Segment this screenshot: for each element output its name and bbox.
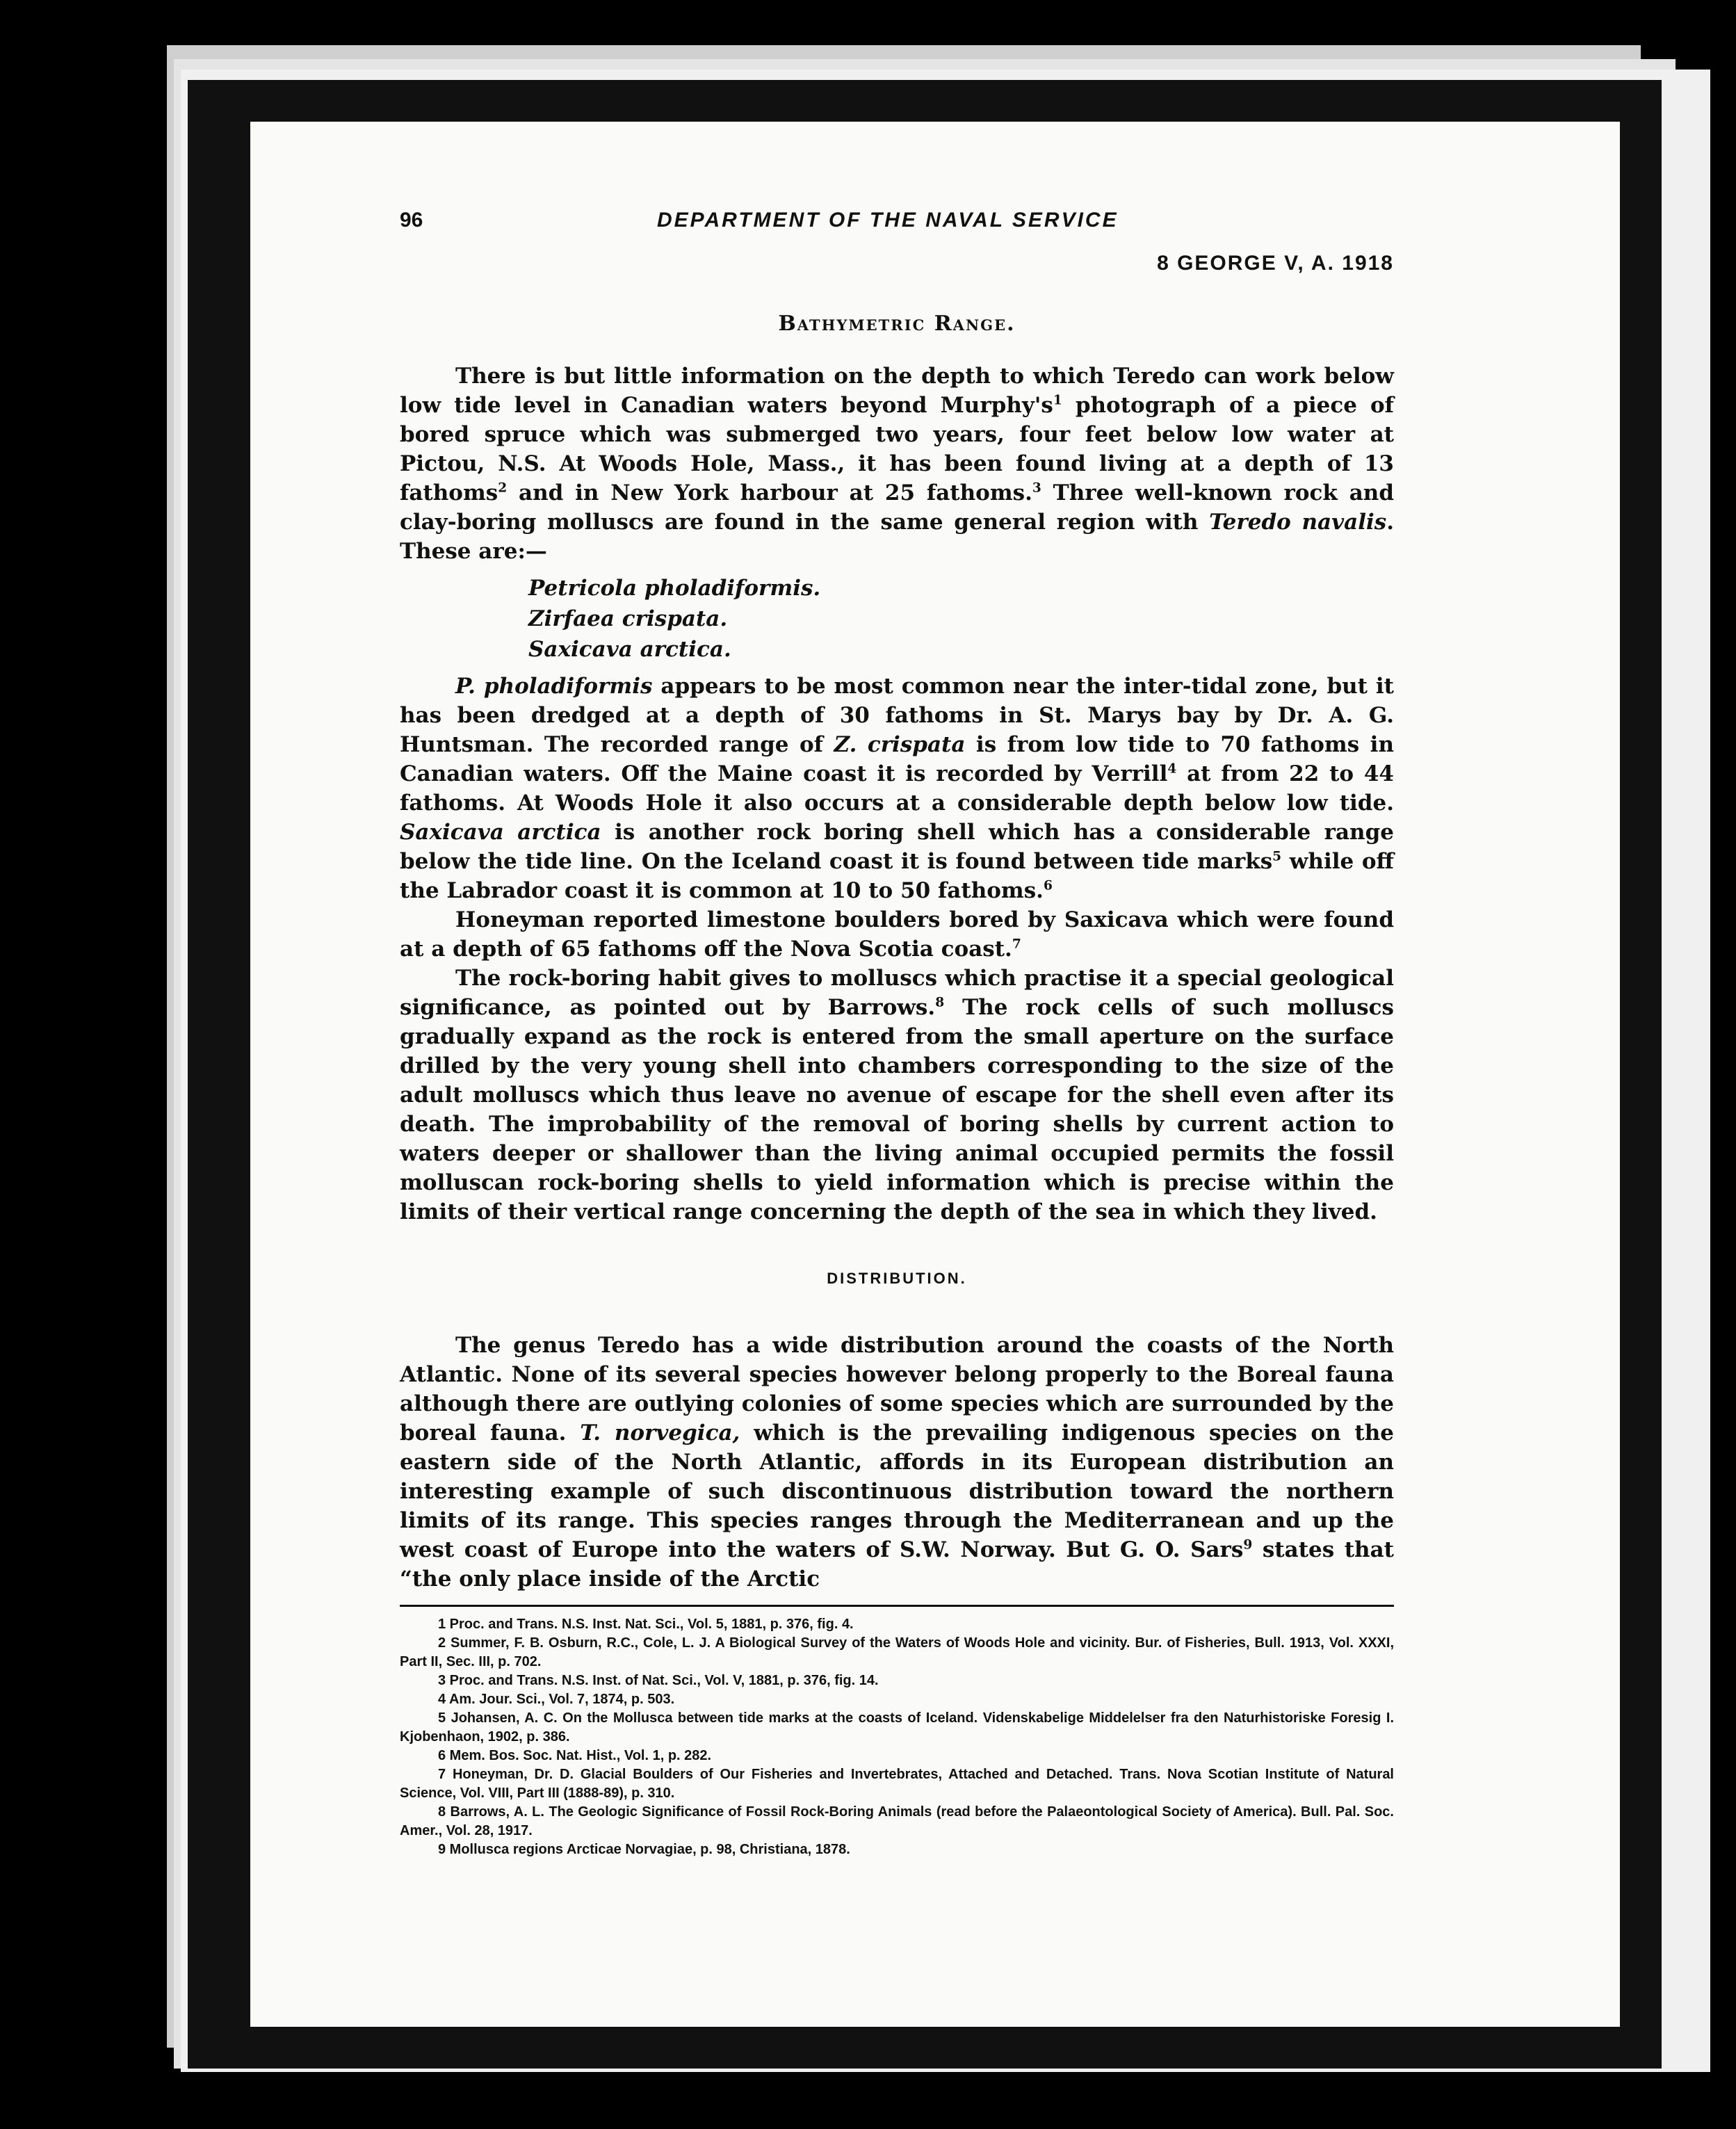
- footnote-rule: [400, 1605, 1394, 1607]
- document-page: [250, 122, 1620, 2027]
- species-item: Saxicava arctica.: [528, 637, 731, 662]
- paragraph: The rock-boring habit gives to molluscs which practise it a special geological significance, as pointed out by Barrows.$^8$ The rock cells of such molluscs gradually expand as the rock is entered from the small aperture on the surface drilled by the very young shell into chambers corresponding to the size of the adult molluscs which thus leave no avenue of escape for the shell even after its death. The improbability of the removal of boring shells by current action to waters deeper or shallower than the living animal occupied permits the fossil molluscan rock-boring shells to yield information which is precise within the limits of their vertical range concerning the depth of the sea in which they lived.: [400, 966, 1394, 1224]
- footnote: 3 Proc. and Trans. N.S. Inst. of Nat. Sci., Vol. V, 1881, p. 376, fig. 14.: [438, 1673, 879, 1688]
- section-heading-distribution: DISTRIBUTION.: [827, 1270, 967, 1287]
- footnote: 1 Proc. and Trans. N.S. Inst. Nat. Sci., Vol. 5, 1881, p. 376, fig. 4.: [438, 1617, 854, 1632]
- section-heading-bathymetric: Bathymetric Range.: [778, 311, 1016, 336]
- paragraph: There is but little information on the depth to which Teredo can work below low tide level in Canadian waters beyond $Murphy's^1$ photograph of a piece of bored spruce which was submerged two years, four feet below low water at Pictou, N.S. At Woods Hole, Mass., it has been found living at a depth of 13 fathoms$^2$ and in New York harbour at 25 fathoms.$^3$ Three well-known rock and clay-boring molluscs are found in the same general region with Teredo navalis. These are:—: [400, 364, 1394, 564]
- footnote: 5 Johansen, A. C. On the Mollusca between tide marks at the coasts of Iceland. Videnskabelige Middelelser fra den Naturhistoriske Foresig I. Kjobenhaon, 1902, p. 386.: [400, 1710, 1394, 1745]
- species-item: Zirfaea crispata.: [528, 606, 728, 631]
- species-item: Petricola pholadiformis.: [528, 576, 821, 601]
- footnote: 6 Mem. Bos. Soc. Nat. Hist., Vol. 1, p. 282.: [438, 1748, 712, 1763]
- footnote: 8 Barrows, A. L. The Geologic Significance of Fossil Rock-Boring Animals (read before the Palaeontological Society of America). Bull. Pal. Soc. Amer., Vol. 28, 1917.: [400, 1804, 1394, 1838]
- paragraph: The genus Teredo has a wide distribution around the coasts of the North Atlantic. None of its several species however belong properly to the Boreal fauna although there are outlying colonies of some species which are surrounded by the boreal fauna. T. norvegica, which is the prevailing indigenous species on the eastern side of the North Atlantic, affords in its European distribution an interesting example of such discontinuous distribution toward the northern limits of its range. This species ranges through the Mediterranean and up the west coast of Europe into the waters of S.W. Norway. But G. O. Sars$^9$ states that “the only place inside of the Arctic: [400, 1333, 1395, 1592]
- running-head: [400, 209, 1394, 275]
- footnote: 7 Honeyman, Dr. D. Glacial Boulders of Our Fisheries and Invertebrates, Attached and Detached. Trans. Nova Scotian Institute of Natural Science, Vol. VIII, Part III (1888-89), p. 310.: [400, 1767, 1394, 1801]
- species-list: [528, 573, 1394, 665]
- regnal-year: 8 GEORGE V, A. 1918: [1157, 252, 1394, 275]
- footnotes: [400, 1615, 1394, 1859]
- footnote: 9 Mollusca regions Arcticae Norvagiae, p. 98, Christiana, 1878.: [438, 1842, 850, 1857]
- page-number: 96: [400, 209, 423, 232]
- body-text: [400, 362, 1394, 1859]
- department-title: DEPARTMENT OF THE NAVAL SERVICE: [657, 209, 1119, 232]
- paragraph: P. pholadiformis appears to be most common near the inter-tidal zone, but it has been dredged at a depth of 30 fathoms in St. Marys bay by Dr. A. G. Huntsman. The recorded range of Z. crispata is from low tide to 70 fathoms in Canadian waters. Off the Maine coast it is recorded by Verrill$^4$ at from 22 to 44 fathoms. At Woods Hole it also occurs at a considerable depth below low tide. Saxicava arctica is another rock boring shell which has a considerable range below the tide line. On the Iceland coast it is found between tide marks$^5$ while off the Labrador coast it is common at 10 to 50 fathoms.$^6$: [400, 674, 1394, 903]
- footnote: 2 Summer, F. B. Osburn, R.C., Cole, L. J. A Biological Survey of the Waters of Woods Hole and vicinity. Bur. of Fisheries, Bull. 1913, Vol. XXXI, Part II, Sec. III, p. 702.: [400, 1635, 1394, 1669]
- footnote: 4 Am. Jour. Sci., Vol. 7, 1874, p. 503.: [438, 1692, 675, 1707]
- paragraph: Honeyman reported limestone boulders bored by Saxicava which were found at a depth of 65 fathoms off the Nova Scotia coast.$^7$: [400, 907, 1394, 962]
